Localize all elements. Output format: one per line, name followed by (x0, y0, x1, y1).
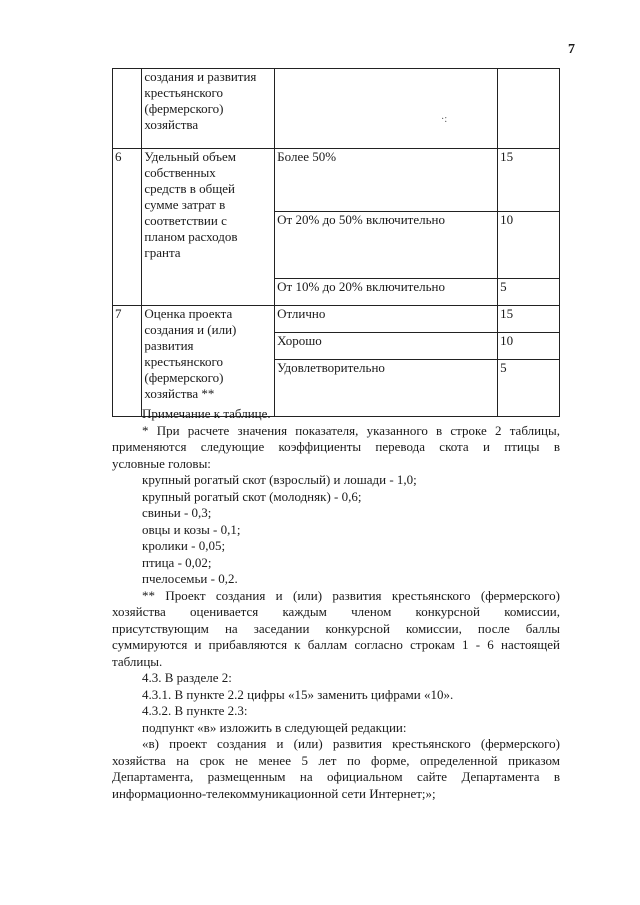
note-star1 (112, 423, 560, 473)
row-number-cell: 7 (113, 306, 142, 417)
criterion-name-cell (142, 149, 275, 306)
table-row (113, 306, 560, 333)
criterion-name-line: развития (144, 338, 194, 353)
score-cell: 5 (498, 360, 560, 417)
table-row (113, 149, 560, 212)
list-item: овцы и козы - 0,1; (142, 521, 241, 537)
amendment-text (112, 736, 560, 802)
text-line: ** Проект создания и (или) развития крестьянского (фермерского) (142, 587, 560, 603)
criterion-name-line: крестьянского (144, 85, 224, 100)
amendment-item: 4.3.1. В пункте 2.2 цифры «15» заменить цифрами «10». (142, 686, 454, 702)
list-item: пчелосемьи - 0,2. (142, 571, 238, 586)
note-title: Примечание к таблице. (142, 406, 271, 421)
text-line: присутствующим на заседании конкурсной комиссии, после баллы (112, 620, 560, 636)
note-star2 (112, 588, 560, 671)
value-cell: Отлично (275, 306, 498, 333)
amendment-item: 4.3.2. В пункте 2.3: (142, 703, 248, 718)
text-line: суммируются и прибавляются к баллам согласно строкам 1 - 6 настоящей (112, 637, 560, 652)
list-item: крупный рогатый скот (молодняк) - 0,6; (142, 488, 362, 504)
criterion-name-line: (фермерского) (144, 101, 224, 116)
criterion-name-cell (142, 306, 275, 417)
criterion-name-line: сумме затрат в (144, 197, 226, 212)
criterion-name-line: средств в общей (144, 181, 235, 196)
list-item: свиньи - 0,3; (142, 505, 212, 520)
scan-speck: ·: (441, 114, 448, 125)
amendment-section: 4.3. В разделе 2: (142, 670, 232, 685)
criterion-name-line: создания и (или) (144, 322, 237, 337)
criterion-name-line: гранта (144, 245, 181, 260)
text-line: * При расчете значения показателя, указанного в строке 2 таблицы, (142, 422, 560, 438)
value-cell (275, 69, 498, 149)
score-cell: 15 (498, 149, 560, 212)
text-line: таблицы. (112, 653, 163, 669)
text-line: условные головы: (112, 455, 211, 471)
score-cell: 10 (498, 212, 560, 279)
list-item: кролики - 0,05; (142, 538, 226, 553)
table-row (113, 69, 560, 149)
text-line: хозяйства оценивается каждым членом конкурсной комиссии, (112, 604, 560, 619)
text-line: «в) проект создания и (или) развития крестьянского (фермерского) (142, 736, 560, 751)
criterion-name-line: соответствии с (144, 213, 227, 228)
score-cell (498, 69, 560, 149)
criterion-name-line: создания и развития (144, 69, 257, 84)
text-line: Департамента, размещенным на официальном сайте Департамента в (112, 769, 560, 784)
criterion-name-line: (фермерского) (144, 370, 224, 385)
score-cell: 5 (498, 279, 560, 306)
value-cell: Хорошо (275, 333, 498, 360)
document-body (112, 406, 560, 802)
value-cell: Удовлетворительно (275, 360, 498, 417)
text-line: информационно-телекоммуникационной сети Интернет;»; (112, 785, 436, 801)
value-cell: От 20% до 50% включительно (275, 212, 498, 279)
score-cell: 15 (498, 306, 560, 333)
list-item: птица - 0,02; (142, 554, 212, 570)
amendment-subitem: подпункт «в» изложить в следующей редакции: (142, 719, 407, 735)
criterion-name-line: Оценка проекта (144, 306, 233, 321)
value-cell: Более 50% (275, 149, 498, 212)
text-line: хозяйства на срок не менее 5 лет по форме, определенной приказом (112, 752, 560, 768)
criterion-name-line: собственных (144, 165, 216, 180)
criterion-name-cell (142, 69, 275, 149)
page-number: 7 (568, 42, 575, 57)
value-cell: От 10% до 20% включительно (275, 279, 498, 306)
criterion-name-line: планом расходов (144, 229, 238, 244)
criterion-name-line: Удельный объем (144, 149, 236, 164)
list-item: крупный рогатый скот (взрослый) и лошади - 1,0; (142, 472, 417, 487)
criterion-name-line: крестьянского (144, 354, 224, 369)
coefficient-list (112, 472, 560, 588)
text-line: применяются следующие коэффициенты перевода скота и птицы в (112, 439, 560, 454)
row-number-cell (113, 69, 142, 149)
criterion-name-line: хозяйства ** (144, 386, 215, 401)
criteria-table (112, 68, 560, 417)
row-number-cell: 6 (113, 149, 142, 306)
criterion-name-line: хозяйства (144, 117, 199, 132)
score-cell: 10 (498, 333, 560, 360)
